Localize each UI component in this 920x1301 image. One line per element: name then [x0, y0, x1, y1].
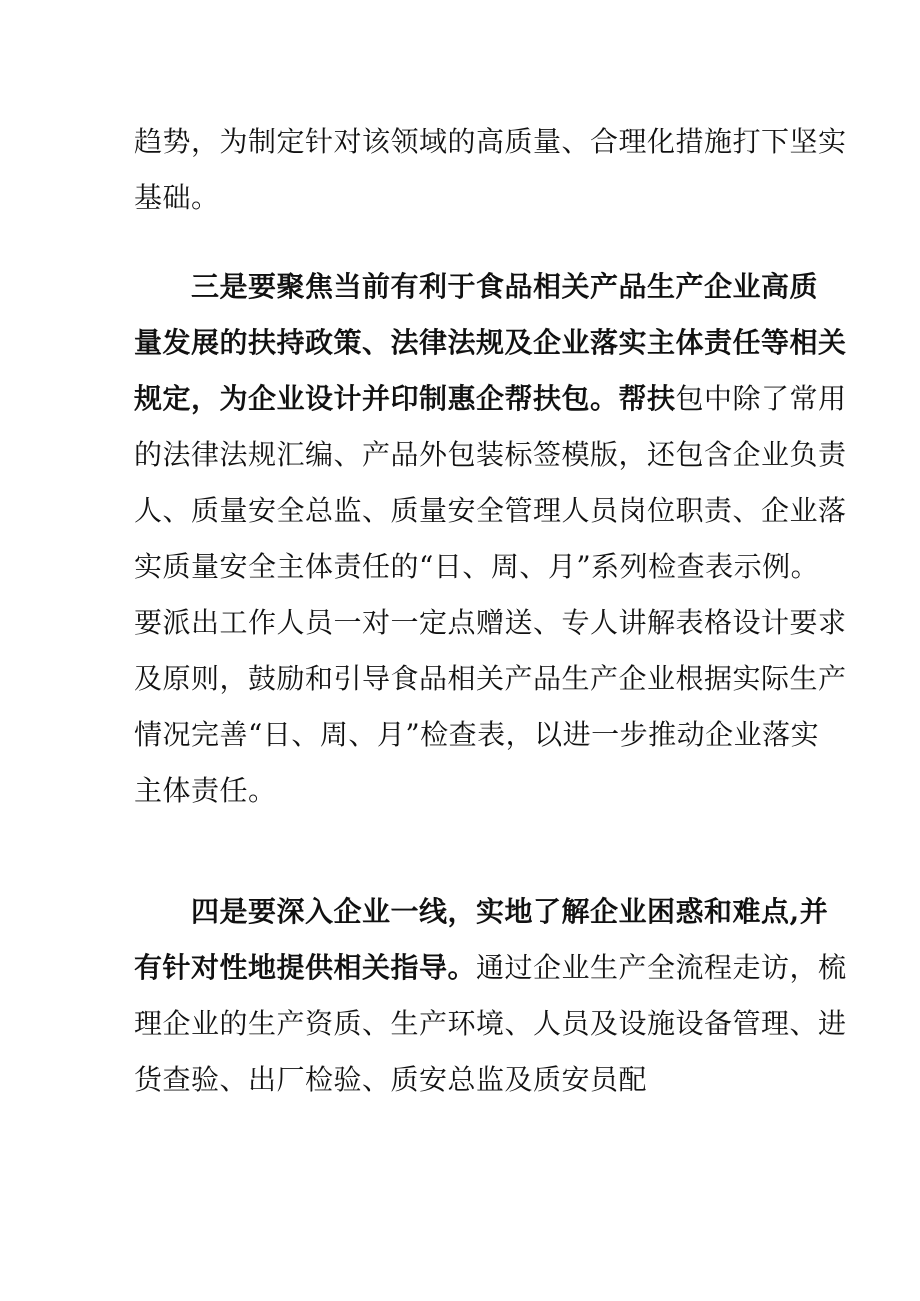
text-line: 基础。 — [134, 181, 220, 214]
text-line: 要派出工作人员一对一定点赠送、专人讲解表格设计要求 — [134, 606, 847, 639]
normal-text: 包中除了常用 — [675, 382, 847, 415]
text-line-bold: 量发展的扶持政策、法律法规及企业落实主体责任等相关 — [134, 326, 847, 359]
paragraph-three — [134, 259, 847, 819]
paragraph-four — [134, 884, 847, 1108]
text-line: 情况完善“日、周、月”检查表，以进一步推动企业落实 — [134, 718, 820, 751]
text-line: 主体责任。 — [134, 774, 277, 807]
text-line: 实质量安全主体责任的“日、周、月”系列检查表示例。 — [134, 550, 820, 583]
text-line: 理企业的生产资质、生产环境、人员及设施设备管理、进 — [134, 1007, 847, 1040]
text-line-mixed — [134, 371, 847, 427]
text-line: 趋势，为制定针对该领域的高质量、合理化措施打下坚实 — [134, 125, 847, 158]
text-line-bold: 三是要聚焦当前有利于食品相关产品生产企业高质 — [191, 270, 819, 303]
bold-lead-text: 有针对性地提供相关指导。 — [134, 951, 477, 984]
text-line-mixed — [134, 940, 847, 996]
text-line: 的法律法规汇编、产品外包装标签模版，还包含企业负责 — [134, 438, 847, 471]
text-line: 人、质量安全总监、质量安全管理人员岗位职责、企业落 — [134, 494, 847, 527]
paragraph-continuation — [134, 114, 847, 226]
bold-lead-text: 规定，为企业设计并印制惠企帮扶包。帮扶 — [134, 382, 676, 415]
text-line-bold: 四是要深入企业一线，实地了解企业困惑和难点,并 — [191, 895, 829, 928]
text-line: 及原则，鼓励和引导食品相关产品生产企业根据实际生产 — [134, 662, 847, 695]
text-line: 货查验、出厂检验、质安总监及质安员配 — [134, 1063, 648, 1096]
normal-text: 通过企业生产全流程走访，梳 — [476, 951, 847, 984]
